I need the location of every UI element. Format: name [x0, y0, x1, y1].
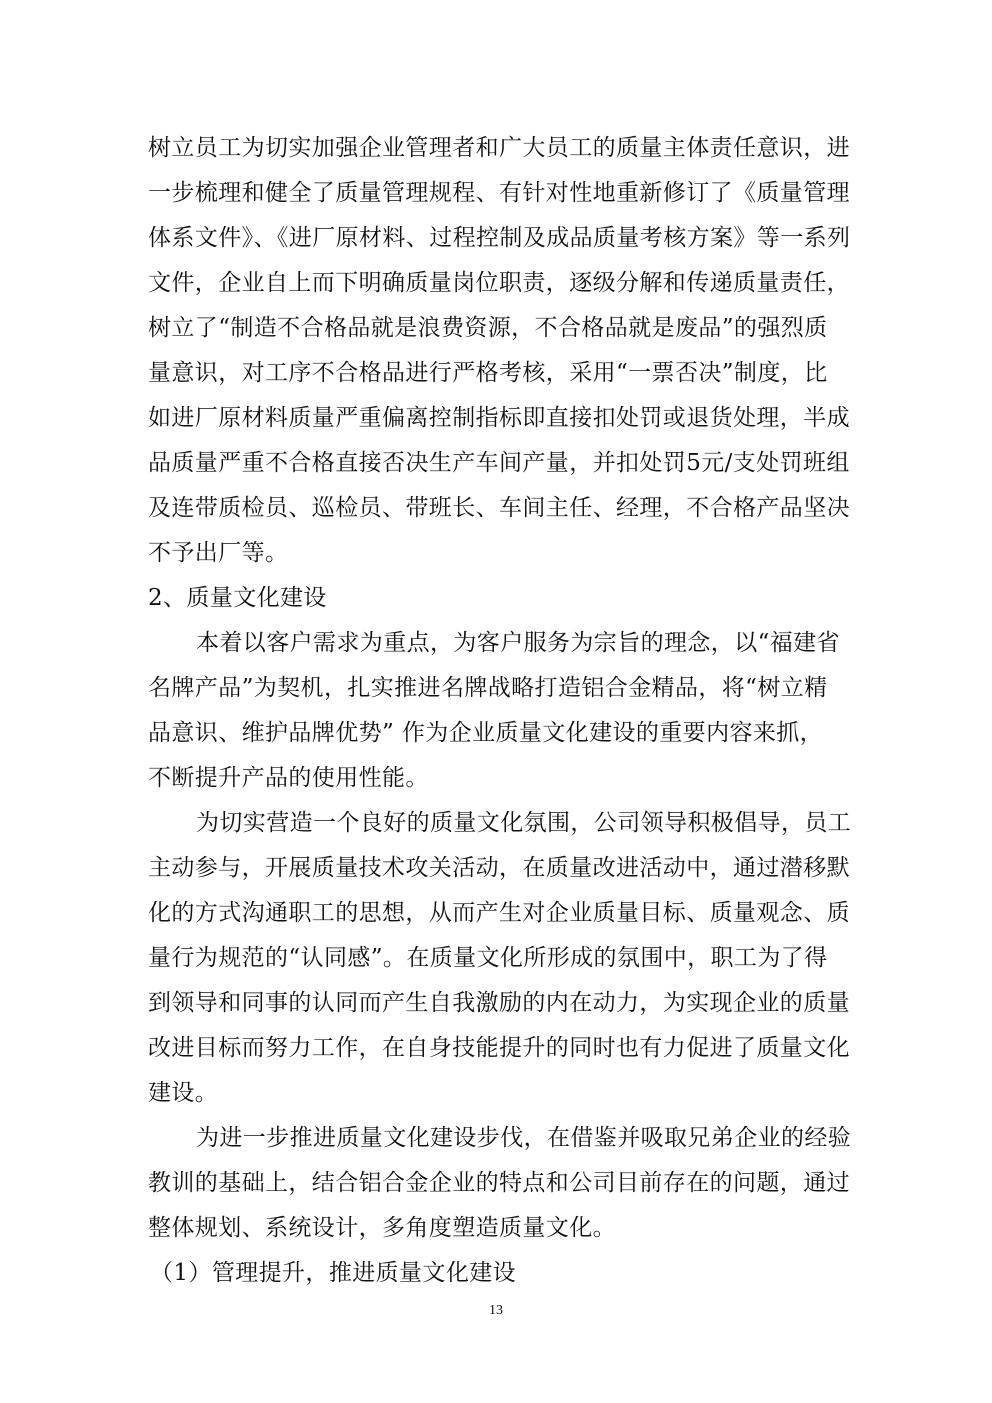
text-line: 改进目标而努力工作，在自身技能提升的同时也有力促进了质量文化 — [148, 1035, 850, 1061]
text-line: 及连带质检员、巡检员、带班长、车间主任、经理，不合格产品坚决 — [148, 495, 850, 521]
text-line: 为切实营造一个良好的质量文化氛围，公司领导积极倡导，员工 — [196, 810, 852, 836]
subsection-heading: （1）管理提升，推进质量文化建设 — [150, 1260, 517, 1286]
text-line: 主动参与，开展质量技术攻关活动，在质量改进活动中，通过潜移默 — [148, 855, 850, 881]
text-line: 量意识，对工序不合格品进行严格考核，采用“一票否决”制度，比 — [148, 360, 828, 386]
text-line: 树立员工为切实加强企业管理者和广大员工的质量主体责任意识，进 — [148, 135, 850, 161]
text-line: 体系文件》、《进厂原材料、过程控制及成品质量考核方案》等一系列 — [148, 225, 851, 251]
text-line: 建设。 — [148, 1080, 219, 1106]
text-line: 不予出厂等。 — [148, 540, 289, 566]
text-line: 到领导和同事的认同而产生自我激励的内在动力，为实现企业的质量 — [148, 990, 850, 1016]
text-line: 不断提升产品的使用性能。 — [148, 765, 429, 791]
text-line: 为进一步推进质量文化建设步伐，在借鉴并吸取兄弟企业的经验 — [196, 1125, 852, 1151]
text-line: 一步梳理和健全了质量管理规程、有针对性地重新修订了《质量管理 — [148, 180, 850, 206]
text-line: 品意识、维护品牌优势” 作为企业质量文化建设的重要内容来抓， — [148, 720, 824, 746]
text-line: 化的方式沟通职工的思想，从而产生对企业质量目标、质量观念、质 — [148, 900, 850, 926]
text-line: 如进厂原材料质量严重偏离控制指标即直接扣处罚或退货处理，半成 — [148, 405, 850, 431]
text-line: 品质量严重不合格直接否决生产车间产量，并扣处罚5元/支处罚班组 — [148, 450, 850, 476]
text-line: 文件，企业自上而下明确质量岗位职责，逐级分解和传递质量责任， — [148, 270, 850, 296]
text-line: 本着以客户需求为重点，为客户服务为宗旨的理念，以“福建省 — [196, 630, 840, 656]
page-number: 13 — [489, 1303, 503, 1318]
section-heading: 2、质量文化建设 — [148, 585, 327, 611]
text-line: 树立了“制造不合格品就是浪费资源，不合格品就是废品”的强烈质 — [148, 315, 828, 341]
text-line: 整体规划、系统设计，多角度塑造质量文化。 — [148, 1215, 616, 1241]
text-line: 量行为规范的“认同感”。在质量文化所形成的氛围中，职工为了得 — [148, 945, 828, 971]
text-line: 名牌产品”为契机，扎实推进名牌战略打造铝合金精品，将“树立精 — [148, 675, 828, 701]
text-line: 教训的基础上，结合铝合金企业的特点和公司目前存在的问题，通过 — [148, 1170, 850, 1196]
